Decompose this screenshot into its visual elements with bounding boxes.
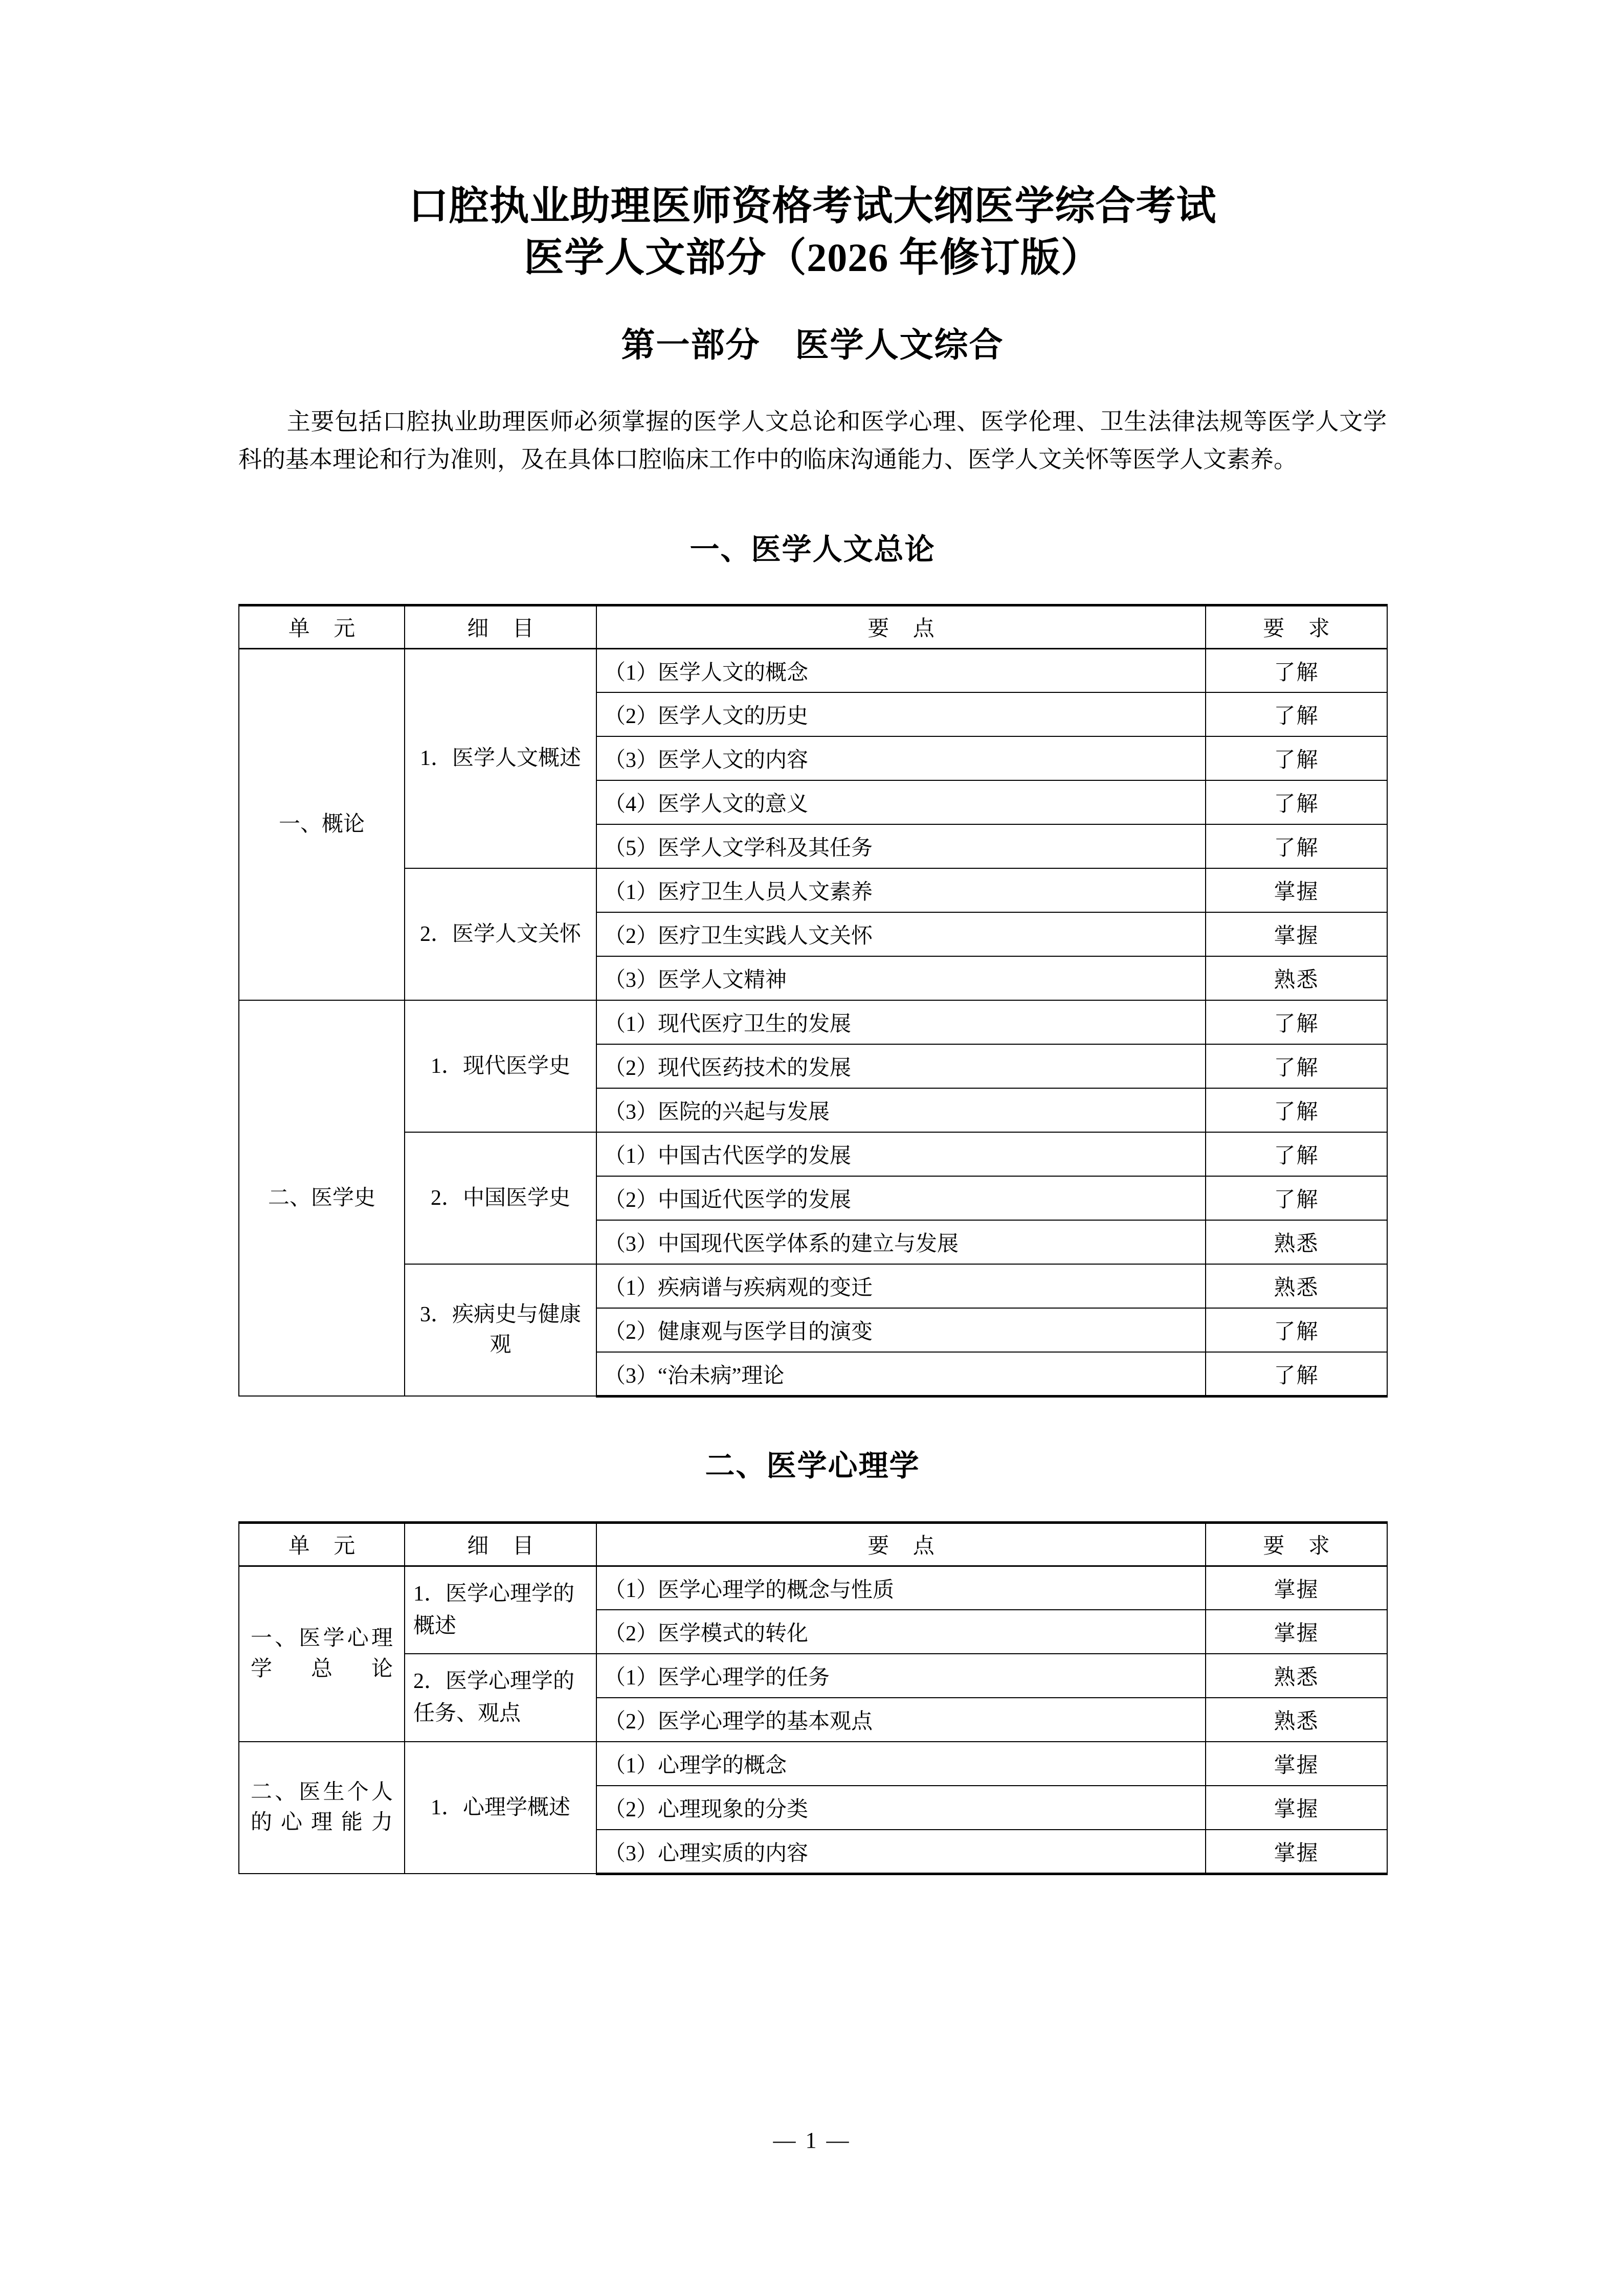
page-content bbox=[238, 0, 1387, 1875]
column-header-point: 要 点 bbox=[596, 605, 1206, 648]
outline-table-2-body bbox=[239, 1566, 1387, 1874]
cell-requirement: 了解 bbox=[1206, 1088, 1387, 1132]
column-header-detail: 细 目 bbox=[405, 605, 596, 648]
section-heading-1: 一、医学人文总论 bbox=[689, 532, 936, 566]
cell-detail: 2．医学人文关怀 bbox=[405, 868, 596, 1000]
cell-requirement: 掌握 bbox=[1206, 1566, 1387, 1610]
cell-requirement: 掌握 bbox=[1206, 1742, 1387, 1786]
cell-point: （3）“治未病”理论 bbox=[596, 1352, 1206, 1396]
cell-point: （5）医学人文学科及其任务 bbox=[596, 824, 1206, 868]
cell-point: （3）医学人文精神 bbox=[596, 956, 1206, 1000]
cell-point: （1）中国古代医学的发展 bbox=[596, 1132, 1206, 1176]
cell-requirement: 掌握 bbox=[1206, 1830, 1387, 1874]
cell-point: （2）心理现象的分类 bbox=[596, 1786, 1206, 1830]
cell-point: （2）医学人文的历史 bbox=[596, 692, 1206, 736]
cell-requirement: 了解 bbox=[1206, 824, 1387, 868]
cell-point: （1）心理学的概念 bbox=[596, 1742, 1206, 1786]
column-header-unit: 单 元 bbox=[239, 605, 405, 648]
document-title bbox=[238, 0, 1387, 284]
cell-point: （3）医院的兴起与发展 bbox=[596, 1088, 1206, 1132]
section-heading-2: 二、医学心理学 bbox=[705, 1449, 920, 1482]
cell-requirement: 熟悉 bbox=[1206, 1220, 1387, 1264]
table-row bbox=[239, 1132, 1387, 1176]
cell-detail: 1．医学心理学的概述 bbox=[405, 1566, 596, 1654]
intro-text: 主要包括口腔执业助理医师必须掌握的医学人文总论和医学心理、医学伦理、卫生法律法规等医学人文学科的基本理论和行为准则，及在具体口腔临床工作中的临床沟通能力、医学人文关怀等医学人文素养。 bbox=[238, 408, 1387, 473]
cell-unit: 一、医学心理学总论 bbox=[239, 1566, 405, 1742]
column-header-requirement: 要 求 bbox=[1206, 605, 1387, 648]
cell-detail: 2．中国医学史 bbox=[405, 1132, 596, 1264]
cell-requirement: 掌握 bbox=[1206, 868, 1387, 912]
cell-point: （1）医疗卫生人员人文素养 bbox=[596, 868, 1206, 912]
table-row bbox=[239, 1264, 1387, 1308]
cell-point: （1）现代医疗卫生的发展 bbox=[596, 1000, 1206, 1044]
table-row bbox=[239, 868, 1387, 912]
cell-unit: 二、医生个人的心理能力 bbox=[239, 1742, 405, 1874]
cell-detail: 3．疾病史与健康观 bbox=[405, 1264, 596, 1396]
page-footer: — 1 — bbox=[773, 2128, 851, 2153]
cell-point: （1）医学心理学的概念与性质 bbox=[596, 1566, 1206, 1610]
cell-requirement: 了解 bbox=[1206, 736, 1387, 780]
column-header-detail: 细 目 bbox=[405, 1522, 596, 1566]
cell-requirement: 了解 bbox=[1206, 780, 1387, 824]
cell-requirement: 了解 bbox=[1206, 1132, 1387, 1176]
cell-requirement: 掌握 bbox=[1206, 1786, 1387, 1830]
document-title-line-2: 医学人文部分（2026 年修订版） bbox=[524, 235, 1101, 280]
column-header-point: 要 点 bbox=[596, 1522, 1206, 1566]
cell-requirement: 熟悉 bbox=[1206, 1264, 1387, 1308]
cell-requirement: 了解 bbox=[1206, 1044, 1387, 1088]
cell-requirement: 熟悉 bbox=[1206, 1654, 1387, 1698]
outline-table-1 bbox=[238, 604, 1388, 1398]
cell-point: （2）现代医药技术的发展 bbox=[596, 1044, 1206, 1088]
cell-requirement: 熟悉 bbox=[1206, 956, 1387, 1000]
cell-point: （4）医学人文的意义 bbox=[596, 780, 1206, 824]
table-row bbox=[239, 648, 1387, 692]
cell-requirement: 了解 bbox=[1206, 1352, 1387, 1396]
cell-point: （1）医学人文的概念 bbox=[596, 648, 1206, 692]
cell-requirement: 了解 bbox=[1206, 648, 1387, 692]
cell-point: （3）中国现代医学体系的建立与发展 bbox=[596, 1220, 1206, 1264]
column-header-unit: 单 元 bbox=[239, 1522, 405, 1566]
cell-point: （2）健康观与医学目的演变 bbox=[596, 1308, 1206, 1352]
cell-detail: 1．现代医学史 bbox=[405, 1000, 596, 1132]
table-row bbox=[239, 1000, 1387, 1044]
cell-point: （2）中国近代医学的发展 bbox=[596, 1176, 1206, 1220]
cell-point: （2）医学心理学的基本观点 bbox=[596, 1698, 1206, 1742]
cell-detail: 1．心理学概述 bbox=[405, 1742, 596, 1874]
table-row bbox=[239, 1566, 1387, 1610]
document-title-line-1: 口腔执业助理医师资格考试大纲医学综合考试 bbox=[408, 184, 1217, 228]
cell-point: （3）医学人文的内容 bbox=[596, 736, 1206, 780]
cell-requirement: 熟悉 bbox=[1206, 1698, 1387, 1742]
table-row bbox=[239, 1654, 1387, 1698]
outline-table-1-wrapper bbox=[238, 568, 1387, 1398]
cell-detail: 2．医学心理学的任务、观点 bbox=[405, 1654, 596, 1742]
cell-point: （2）医学模式的转化 bbox=[596, 1610, 1206, 1654]
column-header-requirement: 要 求 bbox=[1206, 1522, 1387, 1566]
cell-requirement: 掌握 bbox=[1206, 912, 1387, 956]
cell-detail: 1．医学人文概述 bbox=[405, 648, 596, 868]
cell-point: （3）心理实质的内容 bbox=[596, 1830, 1206, 1874]
intro-paragraph bbox=[238, 366, 1387, 479]
table-header-row bbox=[239, 605, 1387, 648]
cell-point: （2）医疗卫生实践人文关怀 bbox=[596, 912, 1206, 956]
cell-unit: 一、概论 bbox=[239, 648, 405, 1000]
table-row bbox=[239, 1742, 1387, 1786]
cell-requirement: 了解 bbox=[1206, 692, 1387, 736]
table-header-row bbox=[239, 1522, 1387, 1566]
cell-point: （1）疾病谱与疾病观的变迁 bbox=[596, 1264, 1206, 1308]
outline-table-2 bbox=[238, 1521, 1388, 1875]
cell-requirement: 掌握 bbox=[1206, 1610, 1387, 1654]
cell-requirement: 了解 bbox=[1206, 1000, 1387, 1044]
outline-table-1-body bbox=[239, 648, 1387, 1396]
cell-requirement: 了解 bbox=[1206, 1308, 1387, 1352]
cell-point: （1）医学心理学的任务 bbox=[596, 1654, 1206, 1698]
outline-table-2-wrapper bbox=[238, 1484, 1387, 1875]
cell-unit: 二、医学史 bbox=[239, 1000, 405, 1396]
part-title: 第一部分 医学人文综合 bbox=[621, 326, 1004, 364]
cell-requirement: 了解 bbox=[1206, 1176, 1387, 1220]
